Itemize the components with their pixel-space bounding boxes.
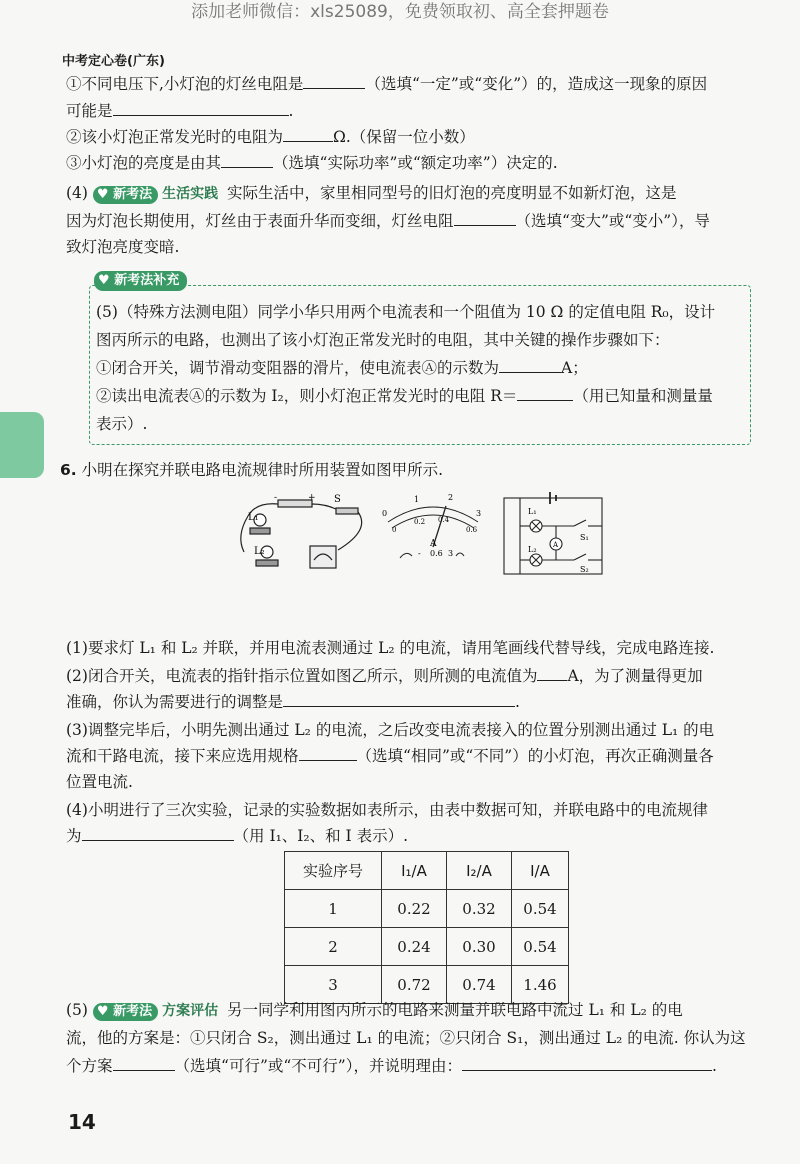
text: ③小灯泡的亮度是由其 <box>66 154 222 172</box>
tag-subtitle: 方案评估 <box>162 1003 219 1019</box>
line-4 <box>66 153 558 173</box>
table-header: 实验序号 <box>285 852 382 890</box>
answer-blank[interactable] <box>82 826 234 841</box>
answer-blank[interactable] <box>299 746 357 761</box>
answer-blank[interactable] <box>462 1056 712 1071</box>
table-cell: 0.30 <box>447 928 512 966</box>
line-5 <box>66 183 677 204</box>
tick-0: 0 <box>382 509 388 518</box>
q6-part5-line1 <box>66 1000 683 1021</box>
q6-part3-line1: (3)调整完毕后，小明先测出通过 L₂ 的电流，之后改变电流表接入的位置分别测出通过 L₁ 的电 <box>66 721 715 739</box>
figure-bing <box>500 490 610 580</box>
answer-blank[interactable] <box>537 666 567 681</box>
answer-blank[interactable] <box>454 211 516 226</box>
tick-3: 3 <box>476 509 482 518</box>
text: 另一同学利用图丙所示的电路来测量并联电路中流过 L₁ 和 L₂ 的电 <box>227 1001 683 1019</box>
label-l1: L₁ <box>528 507 537 516</box>
label-minus: - <box>274 493 278 503</box>
q6-part4-line2 <box>66 826 408 846</box>
terminal-neg: - <box>418 549 421 558</box>
label-l2: L₂ <box>254 546 265 557</box>
tick-small-04: 0.4 <box>438 516 450 524</box>
table-cell: 0.54 <box>512 890 569 928</box>
text: ②读出电流表Ⓐ的示数为 I₂，则小灯泡正常发光时的电阻 R＝ <box>96 387 518 405</box>
label-plus: + <box>308 493 316 503</box>
text: （选填“相同”或“不同”）的小灯泡，再次正确测量各 <box>356 747 714 765</box>
figure-yi <box>378 492 488 582</box>
heart-icon: ♥ <box>96 187 109 202</box>
label-s: S <box>334 494 341 505</box>
label-a: A <box>553 541 559 549</box>
answer-blank[interactable] <box>517 386 573 401</box>
line-11 <box>96 386 713 406</box>
table-cell: 1.46 <box>512 966 569 1004</box>
table-cell: 0.22 <box>382 890 447 928</box>
line-9: 图丙所示的电路，也测出了该小灯泡正常发光时的电阻，其中关键的操作步骤如下： <box>96 331 670 349</box>
line-7: 致灯泡亮度变暗. <box>66 238 180 256</box>
table-cell: 0.72 <box>382 966 447 1004</box>
q6-part5-line3 <box>66 1056 717 1076</box>
meter-unit: A <box>430 539 437 549</box>
q6-part1: (1)要求灯 L₁ 和 L₂ 并联，并用电流表测通过 L₂ 的电流，请用笔画线代替导线，完成电路连接. <box>66 639 715 657</box>
line-1 <box>66 74 707 94</box>
text: (2)闭合开关，电流表的指针指示位置如图乙所示，则所测的电流值为 <box>66 667 538 685</box>
text: ①不同电压下,小灯泡的灯丝电阻是 <box>66 75 304 93</box>
table-cell: 2 <box>285 928 382 966</box>
supplement-tag <box>94 271 187 291</box>
text: A，为了测量得更加 <box>567 667 703 685</box>
lamp-holder-icon <box>256 560 278 566</box>
line-3 <box>66 127 475 147</box>
text: 小明在探究并联电路电流规律时所用装置如图甲所示. <box>81 461 444 479</box>
text: 个方案 <box>66 1057 113 1075</box>
text: ①闭合开关，调节滑动变阻器的滑片，使电流表Ⓐ的示数为 <box>96 359 500 377</box>
text: （选填“变大”或“变小”），导 <box>515 212 710 230</box>
dial-arc-inner <box>392 515 474 528</box>
side-tab-label <box>0 412 44 434</box>
label-l1: L₁ <box>248 512 259 523</box>
side-tab <box>0 412 44 478</box>
text: （用 I₁、I₂、和 I 表示）. <box>233 827 409 845</box>
supplement-tag-label: 新考法补充 <box>114 273 180 288</box>
line-12: 表示）. <box>96 415 148 433</box>
answer-blank[interactable] <box>499 358 561 373</box>
answer-blank[interactable] <box>283 127 333 142</box>
q6-stem <box>60 460 443 480</box>
tag-label: 新考法 <box>113 1004 153 1019</box>
switch-s2 <box>574 554 586 560</box>
new-method-tag <box>93 1003 158 1021</box>
terminal-06: 0.6 <box>430 549 443 558</box>
series-title: 中考定心卷(广东) <box>62 54 165 69</box>
q6-part5-line2: 流，他的方案是：①只闭合 S₂，测出通过 L₁ 的电流；②只闭合 S₁，测出通过 L₂ 的电流. 你认为这 <box>66 1029 746 1047</box>
text: 实际生活中，家里相同型号的旧灯泡的亮度明显不如新灯泡，这是 <box>227 184 677 202</box>
text: . <box>711 1057 717 1075</box>
ammeter-icon <box>310 546 336 568</box>
tick-small-02: 0.2 <box>414 518 426 526</box>
table-cell: 0.54 <box>512 928 569 966</box>
text: 准确，你认为需要进行的调整是 <box>66 693 284 711</box>
text: 因为灯泡长期使用，灯丝由于表面升华而变细，灯丝电阻 <box>66 212 454 230</box>
table-cell: 0.24 <box>382 928 447 966</box>
line-6 <box>66 211 710 231</box>
tick-small-0: 0 <box>392 526 397 534</box>
label-s2: S₂ <box>580 565 589 574</box>
text: （选填“实际功率”或“额定功率”）决定的. <box>273 154 558 172</box>
text: . <box>515 693 520 711</box>
text: (5) <box>66 1001 88 1019</box>
terminal-3: 3 <box>448 549 454 558</box>
answer-blank[interactable] <box>113 101 289 116</box>
lamp-holder-icon <box>250 528 270 534</box>
text: 流和干路电流，接下来应选用规格 <box>66 747 299 765</box>
tick-small-06: 0.6 <box>466 526 478 534</box>
text: (4) <box>66 184 88 202</box>
heart-icon: ♥ <box>96 1004 109 1019</box>
text: （选填“可行”或“不可行”），并说明理由： <box>174 1057 462 1075</box>
q6-part2-line1 <box>66 666 703 686</box>
tag-subtitle: 生活实践 <box>162 186 219 202</box>
battery-icon <box>278 500 312 507</box>
text: ②该小灯泡正常发光时的电阻为 <box>66 128 284 146</box>
table-cell: 1 <box>285 890 382 928</box>
tag-label: 新考法 <box>113 187 153 202</box>
text: （选填“一定”或“变化”）的，造成这一现象的原因 <box>365 75 708 93</box>
table-row <box>285 928 569 966</box>
table-header: I₂/A <box>447 852 512 890</box>
data-table <box>284 851 569 1004</box>
table-cell: 0.74 <box>447 966 512 1004</box>
switch-s1 <box>574 520 586 526</box>
line-10 <box>96 358 588 378</box>
question-number: 6. <box>60 461 77 479</box>
q6-part2-line2 <box>66 692 520 712</box>
switch-icon <box>336 508 358 514</box>
tick-1: 1 <box>414 495 420 504</box>
line-8: (5)（特殊方法测电阻）同学小华只用两个电流表和一个阻值为 10 Ω 的定值电阻 R₀，设计 <box>96 303 716 321</box>
label-s1: S₁ <box>580 533 589 542</box>
table-cell: 3 <box>285 966 382 1004</box>
figure-jia <box>226 490 376 580</box>
table-header-row <box>285 852 569 890</box>
table-header: I/A <box>512 852 569 890</box>
page-number: 14 <box>68 1110 96 1134</box>
q6-part3-line2 <box>66 746 714 766</box>
text: 为 <box>66 827 82 845</box>
table-row <box>285 890 569 928</box>
watermark-banner: 添加老师微信：xls25089，免费领取初、高全套押题卷 <box>191 2 609 22</box>
text: 可能是 <box>66 102 113 120</box>
new-method-tag <box>93 186 158 204</box>
text: Ω.（保留一位小数） <box>333 128 475 146</box>
answer-blank[interactable] <box>113 1056 175 1071</box>
text: （用已知量和测量量 <box>573 387 713 405</box>
text: A； <box>561 359 588 377</box>
answer-blank[interactable] <box>283 692 515 707</box>
q6-part3-line3: 位置电流. <box>66 773 133 791</box>
table-cell: 0.32 <box>447 890 512 928</box>
answer-blank[interactable] <box>303 74 365 89</box>
q6-part4-line1: (4)小明进行了三次实验，记录的实验数据如表所示，由表中数据可知，并联电路中的电流规律 <box>66 801 708 819</box>
tick-2: 2 <box>448 493 454 502</box>
table-header: I₁/A <box>382 852 447 890</box>
line-2: 可能是 . <box>66 102 294 120</box>
table-row <box>285 966 569 1004</box>
label-l2: L₂ <box>528 545 537 554</box>
answer-blank[interactable] <box>221 153 273 168</box>
heart-icon: ♥ <box>98 273 110 288</box>
